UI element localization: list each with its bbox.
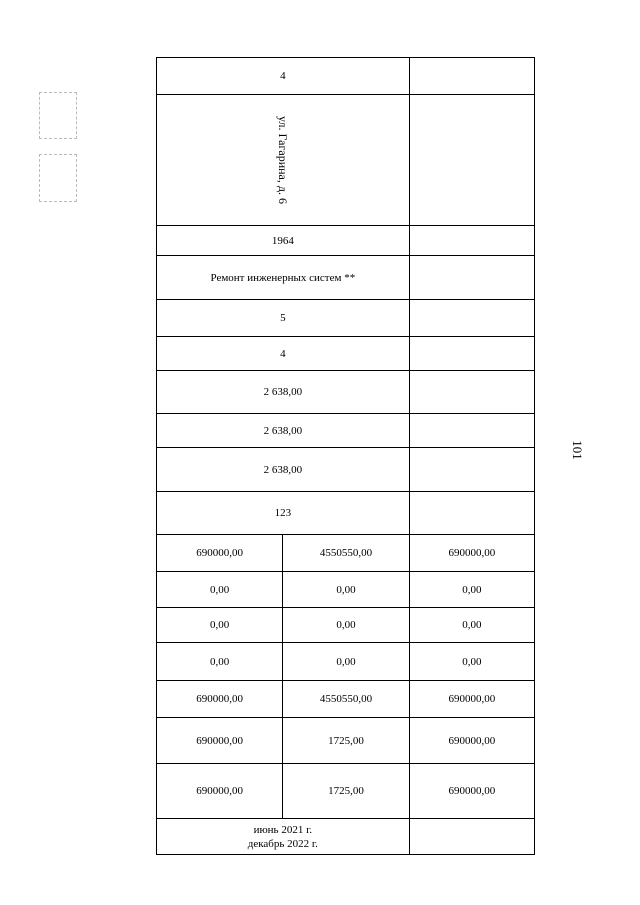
table-row — [157, 300, 535, 337]
area-total-cell: 2 638,00 — [157, 371, 410, 414]
work-type-cell: Ремонт инженерных систем ** — [157, 256, 410, 300]
row-number-cell: 4 — [157, 58, 410, 95]
empty-cell — [409, 492, 534, 535]
table-row — [157, 414, 535, 448]
value-cell: 1725,00 — [283, 718, 409, 764]
data-table — [156, 57, 535, 855]
period-cell — [157, 819, 410, 855]
table-row — [157, 95, 535, 226]
area-residential-cell: 2 638,00 — [157, 414, 410, 448]
table-row — [157, 535, 535, 572]
scanned-stamp — [39, 92, 77, 202]
table-row — [157, 643, 535, 681]
value-cell: 690000,00 — [157, 718, 283, 764]
empty-cell — [409, 819, 534, 855]
residents-cell: 123 — [157, 492, 410, 535]
value-cell: 690000,00 — [157, 535, 283, 572]
value-cell: 0,00 — [157, 608, 283, 643]
entrances-cell: 4 — [157, 337, 410, 371]
period-start: июнь 2021 г. — [253, 823, 313, 836]
table-row — [157, 226, 535, 256]
page-number: 101 — [570, 440, 585, 460]
empty-cell — [409, 95, 534, 226]
empty-cell — [409, 448, 534, 492]
value-cell: 690000,00 — [157, 681, 283, 718]
value-cell: 690000,00 — [409, 681, 534, 718]
value-cell: 4550550,00 — [283, 681, 409, 718]
table-row — [157, 764, 535, 819]
address-cell — [157, 95, 410, 226]
value-cell: 690000,00 — [409, 535, 534, 572]
year-cell: 1964 — [157, 226, 410, 256]
table-row — [157, 337, 535, 371]
value-cell: 690000,00 — [409, 764, 534, 819]
value-cell: 1725,00 — [283, 764, 409, 819]
table-row — [157, 256, 535, 300]
table-row — [157, 681, 535, 718]
value-cell: 0,00 — [157, 643, 283, 681]
empty-cell — [409, 58, 534, 95]
value-cell: 0,00 — [409, 608, 534, 643]
value-cell: 0,00 — [283, 608, 409, 643]
period-end: декабрь 2022 г. — [247, 837, 318, 850]
table-row — [157, 718, 535, 764]
value-cell: 690000,00 — [409, 718, 534, 764]
empty-cell — [409, 226, 534, 256]
empty-cell — [409, 256, 534, 300]
value-cell: 0,00 — [283, 572, 409, 608]
value-cell: 0,00 — [157, 572, 283, 608]
table-row — [157, 572, 535, 608]
empty-cell — [409, 371, 534, 414]
value-cell: 4550550,00 — [283, 535, 409, 572]
empty-cell — [409, 337, 534, 371]
area-owned-cell: 2 638,00 — [157, 448, 410, 492]
value-cell: 0,00 — [409, 572, 534, 608]
table-row — [157, 608, 535, 643]
value-cell: 690000,00 — [157, 764, 283, 819]
empty-cell — [409, 300, 534, 337]
table-row — [157, 371, 535, 414]
address-text: ул. Гагарина, д. 6 — [275, 116, 290, 204]
table-row — [157, 492, 535, 535]
value-cell: 0,00 — [283, 643, 409, 681]
table-row — [157, 819, 535, 855]
table-row — [157, 448, 535, 492]
floors-cell: 5 — [157, 300, 410, 337]
table-row — [157, 58, 535, 95]
value-cell: 0,00 — [409, 643, 534, 681]
empty-cell — [409, 414, 534, 448]
